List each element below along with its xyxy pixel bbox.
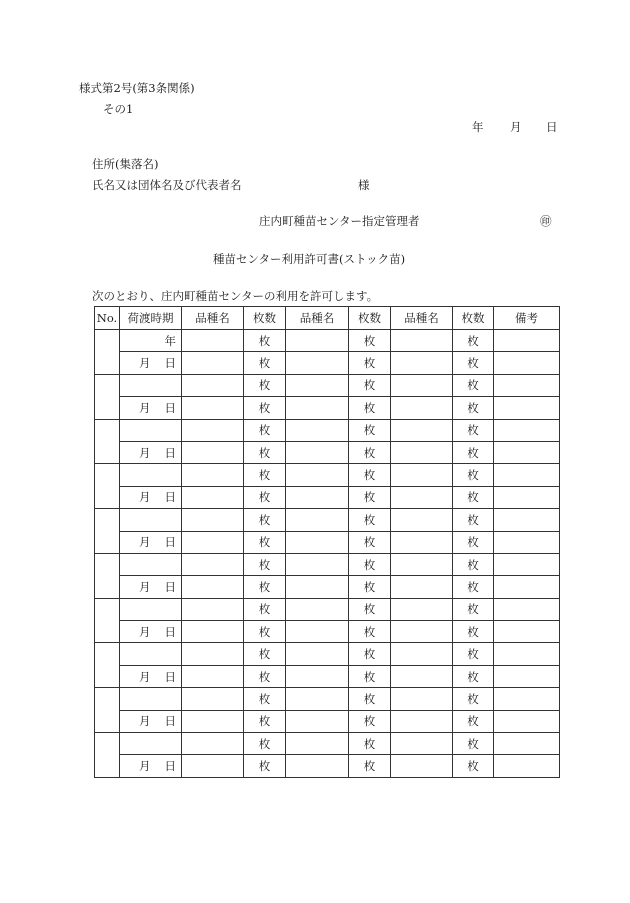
day-char: 日 — [164, 490, 176, 505]
table-row — [95, 710, 560, 732]
variety-cell[interactable] — [391, 621, 453, 643]
address-label: 住所(集落名) — [92, 157, 159, 171]
remarks-cell[interactable] — [494, 710, 560, 732]
row-number-cell[interactable] — [95, 374, 120, 419]
variety-cell[interactable] — [286, 441, 349, 463]
count-cell[interactable]: 枚 — [453, 330, 494, 352]
table-row — [95, 397, 560, 419]
remarks-cell[interactable] — [494, 486, 560, 508]
month-char: 月 — [139, 669, 151, 684]
row-number-cell[interactable] — [95, 553, 120, 598]
variety-cell[interactable] — [286, 486, 349, 508]
name-label: 氏名又は団体名及び代表者名 — [92, 178, 242, 192]
variety-cell[interactable] — [286, 643, 349, 665]
day-char: 日 — [164, 759, 176, 774]
day-char: 日 — [164, 356, 176, 371]
count-cell[interactable]: 枚 — [244, 464, 286, 486]
variety-cell[interactable] — [391, 531, 453, 553]
day-char: 日 — [164, 445, 176, 460]
date-month: 月 — [510, 120, 522, 134]
count-cell[interactable]: 枚 — [453, 441, 494, 463]
count-cell[interactable]: 枚 — [349, 710, 391, 732]
month-char: 月 — [139, 579, 151, 594]
remarks-cell[interactable] — [494, 643, 560, 665]
document-title: 種苗センター利用許可書(ストック苗) — [213, 252, 406, 266]
header-count-1: 枚数 — [244, 307, 286, 330]
date-day: 日 — [546, 120, 558, 134]
count-cell[interactable]: 枚 — [349, 374, 391, 396]
variety-cell[interactable] — [391, 710, 453, 732]
variety-cell[interactable] — [286, 397, 349, 419]
variety-cell[interactable] — [286, 464, 349, 486]
remarks-cell[interactable] — [494, 419, 560, 441]
delivery-date-cell[interactable] — [120, 397, 182, 419]
delivery-date-cell[interactable] — [120, 621, 182, 643]
table-row — [95, 733, 560, 755]
remarks-cell[interactable] — [494, 441, 560, 463]
issuer-label: 庄内町種苗センター指定管理者 — [259, 214, 420, 228]
count-cell[interactable]: 枚 — [244, 531, 286, 553]
variety-cell[interactable] — [286, 665, 349, 687]
month-char: 月 — [139, 535, 151, 550]
variety-cell[interactable] — [182, 553, 244, 575]
variety-cell[interactable] — [182, 621, 244, 643]
month-char: 月 — [139, 624, 151, 639]
remarks-cell[interactable] — [494, 733, 560, 755]
variety-cell[interactable] — [182, 352, 244, 374]
month-char: 月 — [139, 445, 151, 460]
variety-cell[interactable] — [182, 665, 244, 687]
delivery-date-cell[interactable] — [120, 464, 182, 486]
delivery-date-cell[interactable] — [120, 553, 182, 575]
count-cell[interactable]: 枚 — [453, 643, 494, 665]
count-cell[interactable]: 枚 — [453, 598, 494, 620]
table-row — [95, 755, 560, 777]
variety-cell[interactable] — [391, 397, 453, 419]
date-year: 年 — [472, 120, 484, 134]
count-cell[interactable]: 枚 — [453, 553, 494, 575]
variety-cell[interactable] — [391, 755, 453, 777]
delivery-date-cell[interactable] — [120, 330, 182, 352]
month-char: 月 — [139, 714, 151, 729]
table-row — [95, 330, 560, 352]
count-cell[interactable]: 枚 — [453, 464, 494, 486]
month-char: 月 — [139, 759, 151, 774]
table-row — [95, 486, 560, 508]
variety-cell[interactable] — [391, 441, 453, 463]
variety-cell[interactable] — [286, 755, 349, 777]
row-number-cell[interactable] — [95, 598, 120, 643]
count-cell[interactable]: 枚 — [349, 352, 391, 374]
variety-cell[interactable] — [286, 710, 349, 732]
remarks-cell[interactable] — [494, 621, 560, 643]
delivery-date-cell[interactable] — [120, 665, 182, 687]
count-cell[interactable]: 枚 — [349, 688, 391, 710]
remarks-cell[interactable] — [494, 352, 560, 374]
count-cell[interactable]: 枚 — [349, 397, 391, 419]
header-no: No. — [95, 307, 120, 330]
count-cell[interactable]: 枚 — [244, 576, 286, 598]
count-cell[interactable]: 枚 — [453, 419, 494, 441]
variety-cell[interactable] — [286, 352, 349, 374]
variety-cell[interactable] — [182, 710, 244, 732]
delivery-date-cell[interactable] — [120, 419, 182, 441]
variety-cell[interactable] — [391, 330, 453, 352]
count-cell[interactable]: 枚 — [349, 464, 391, 486]
variety-cell[interactable] — [182, 441, 244, 463]
variety-cell[interactable] — [391, 509, 453, 531]
variety-cell[interactable] — [182, 397, 244, 419]
variety-cell[interactable] — [286, 374, 349, 396]
count-cell[interactable]: 枚 — [453, 733, 494, 755]
table-row — [95, 419, 560, 441]
table-row — [95, 576, 560, 598]
table-row — [95, 665, 560, 687]
count-cell[interactable]: 枚 — [244, 509, 286, 531]
delivery-date-cell[interactable] — [120, 352, 182, 374]
date-line — [472, 120, 558, 134]
table-row — [95, 688, 560, 710]
variety-cell[interactable] — [286, 621, 349, 643]
row-number-cell[interactable] — [95, 330, 120, 375]
count-cell[interactable]: 枚 — [244, 486, 286, 508]
count-cell[interactable]: 枚 — [244, 397, 286, 419]
row-number-cell[interactable] — [95, 643, 120, 688]
header-count-3: 枚数 — [453, 307, 494, 330]
table-row — [95, 643, 560, 665]
count-cell[interactable]: 枚 — [244, 598, 286, 620]
remarks-cell[interactable] — [494, 464, 560, 486]
variety-cell[interactable] — [182, 755, 244, 777]
variety-cell[interactable] — [286, 576, 349, 598]
day-char: 日 — [164, 579, 176, 594]
delivery-date-cell[interactable] — [120, 509, 182, 531]
count-cell[interactable]: 枚 — [244, 710, 286, 732]
delivery-date-cell[interactable] — [120, 598, 182, 620]
header-variety-2: 品種名 — [286, 307, 349, 330]
seal-mark: ㊞ — [540, 214, 552, 228]
variety-cell[interactable] — [286, 330, 349, 352]
count-cell[interactable]: 枚 — [453, 509, 494, 531]
delivery-date-cell[interactable] — [120, 710, 182, 732]
form-subnumber: その1 — [103, 102, 134, 116]
day-char: 日 — [164, 400, 176, 415]
variety-cell[interactable] — [391, 733, 453, 755]
table-row — [95, 531, 560, 553]
row-number-cell[interactable] — [95, 509, 120, 554]
count-cell[interactable]: 枚 — [349, 665, 391, 687]
month-char: 月 — [139, 400, 151, 415]
count-cell[interactable]: 枚 — [349, 643, 391, 665]
variety-cell[interactable] — [286, 598, 349, 620]
remarks-cell[interactable] — [494, 576, 560, 598]
variety-cell[interactable] — [391, 688, 453, 710]
count-cell[interactable]: 枚 — [244, 553, 286, 575]
variety-cell[interactable] — [182, 419, 244, 441]
month-char: 月 — [139, 356, 151, 371]
day-char: 日 — [164, 714, 176, 729]
row-number-cell[interactable] — [95, 464, 120, 509]
count-cell[interactable]: 枚 — [453, 710, 494, 732]
honorific: 様 — [358, 178, 370, 192]
header-delivery-time: 荷渡時期 — [120, 307, 182, 330]
variety-cell[interactable] — [286, 688, 349, 710]
remarks-cell[interactable] — [494, 755, 560, 777]
count-cell[interactable]: 枚 — [453, 621, 494, 643]
remarks-cell[interactable] — [494, 598, 560, 620]
count-cell[interactable]: 枚 — [244, 755, 286, 777]
month-char: 月 — [139, 490, 151, 505]
count-cell[interactable]: 枚 — [453, 486, 494, 508]
delivery-date-cell[interactable] — [120, 755, 182, 777]
count-cell[interactable]: 枚 — [349, 486, 391, 508]
count-cell[interactable]: 枚 — [244, 374, 286, 396]
count-cell[interactable]: 枚 — [244, 621, 286, 643]
variety-cell[interactable] — [391, 419, 453, 441]
variety-cell[interactable] — [286, 531, 349, 553]
variety-cell[interactable] — [182, 374, 244, 396]
variety-cell[interactable] — [286, 419, 349, 441]
variety-cell[interactable] — [182, 330, 244, 352]
variety-cell[interactable] — [391, 486, 453, 508]
table-row — [95, 598, 560, 620]
variety-cell[interactable] — [286, 733, 349, 755]
count-cell[interactable]: 枚 — [453, 397, 494, 419]
count-cell[interactable]: 枚 — [349, 733, 391, 755]
variety-cell[interactable] — [391, 643, 453, 665]
variety-cell[interactable] — [182, 509, 244, 531]
variety-cell[interactable] — [286, 553, 349, 575]
variety-cell[interactable] — [182, 688, 244, 710]
delivery-date-cell[interactable] — [120, 486, 182, 508]
table-row — [95, 441, 560, 463]
permit-table — [94, 306, 560, 778]
count-cell[interactable]: 枚 — [453, 374, 494, 396]
count-cell[interactable]: 枚 — [453, 755, 494, 777]
count-cell[interactable]: 枚 — [244, 352, 286, 374]
day-char: 日 — [164, 624, 176, 639]
count-cell[interactable]: 枚 — [349, 755, 391, 777]
variety-cell[interactable] — [391, 352, 453, 374]
header-variety-3: 品種名 — [391, 307, 453, 330]
count-cell[interactable]: 枚 — [453, 531, 494, 553]
variety-cell[interactable] — [391, 553, 453, 575]
delivery-date-cell[interactable] — [120, 531, 182, 553]
count-cell[interactable]: 枚 — [453, 665, 494, 687]
row-number-cell[interactable] — [95, 419, 120, 464]
variety-cell[interactable] — [391, 576, 453, 598]
variety-cell[interactable] — [182, 733, 244, 755]
table-row — [95, 509, 560, 531]
table-row — [95, 374, 560, 396]
remarks-cell[interactable] — [494, 509, 560, 531]
count-cell[interactable]: 枚 — [244, 419, 286, 441]
count-cell[interactable]: 枚 — [349, 330, 391, 352]
variety-cell[interactable] — [391, 665, 453, 687]
header-count-2: 枚数 — [349, 307, 391, 330]
count-cell[interactable]: 枚 — [349, 621, 391, 643]
remarks-cell[interactable] — [494, 665, 560, 687]
remarks-cell[interactable] — [494, 531, 560, 553]
day-char: 日 — [164, 535, 176, 550]
count-cell[interactable]: 枚 — [453, 576, 494, 598]
count-cell[interactable]: 枚 — [349, 598, 391, 620]
row-number-cell[interactable] — [95, 688, 120, 733]
delivery-date-cell[interactable] — [120, 374, 182, 396]
variety-cell[interactable] — [182, 598, 244, 620]
delivery-date-cell[interactable] — [120, 733, 182, 755]
count-cell[interactable]: 枚 — [349, 419, 391, 441]
count-cell[interactable]: 枚 — [244, 665, 286, 687]
count-cell[interactable]: 枚 — [453, 352, 494, 374]
remarks-cell[interactable] — [494, 374, 560, 396]
table-row — [95, 553, 560, 575]
variety-cell[interactable] — [182, 576, 244, 598]
row-number-cell[interactable] — [95, 733, 120, 778]
count-cell[interactable]: 枚 — [349, 553, 391, 575]
count-cell[interactable]: 枚 — [244, 441, 286, 463]
header-remarks: 備考 — [494, 307, 560, 330]
variety-cell[interactable] — [182, 486, 244, 508]
count-cell[interactable]: 枚 — [244, 688, 286, 710]
count-cell[interactable]: 枚 — [244, 330, 286, 352]
remarks-cell[interactable] — [494, 688, 560, 710]
remarks-cell[interactable] — [494, 330, 560, 352]
delivery-date-cell[interactable] — [120, 441, 182, 463]
count-cell[interactable]: 枚 — [349, 576, 391, 598]
variety-cell[interactable] — [391, 374, 453, 396]
variety-cell[interactable] — [391, 598, 453, 620]
count-cell[interactable]: 枚 — [244, 643, 286, 665]
table-row — [95, 464, 560, 486]
remarks-cell[interactable] — [494, 553, 560, 575]
table-header-row — [95, 307, 560, 330]
variety-cell[interactable] — [182, 531, 244, 553]
count-cell[interactable]: 枚 — [349, 441, 391, 463]
delivery-date-cell[interactable] — [120, 643, 182, 665]
variety-cell[interactable] — [286, 509, 349, 531]
year-char: 年 — [164, 333, 176, 348]
remarks-cell[interactable] — [494, 397, 560, 419]
count-cell[interactable]: 枚 — [349, 509, 391, 531]
variety-cell[interactable] — [182, 643, 244, 665]
variety-cell[interactable] — [391, 464, 453, 486]
header-variety-1: 品種名 — [182, 307, 244, 330]
count-cell[interactable]: 枚 — [244, 733, 286, 755]
variety-cell[interactable] — [182, 464, 244, 486]
form-number: 様式第2号(第3条関係) — [79, 81, 195, 95]
delivery-date-cell[interactable] — [120, 688, 182, 710]
table-row — [95, 621, 560, 643]
count-cell[interactable]: 枚 — [349, 531, 391, 553]
day-char: 日 — [164, 669, 176, 684]
intro-text: 次のとおり、庄内町種苗センターの利用を許可します。 — [92, 289, 379, 303]
table-row — [95, 352, 560, 374]
delivery-date-cell[interactable] — [120, 576, 182, 598]
count-cell[interactable]: 枚 — [453, 688, 494, 710]
